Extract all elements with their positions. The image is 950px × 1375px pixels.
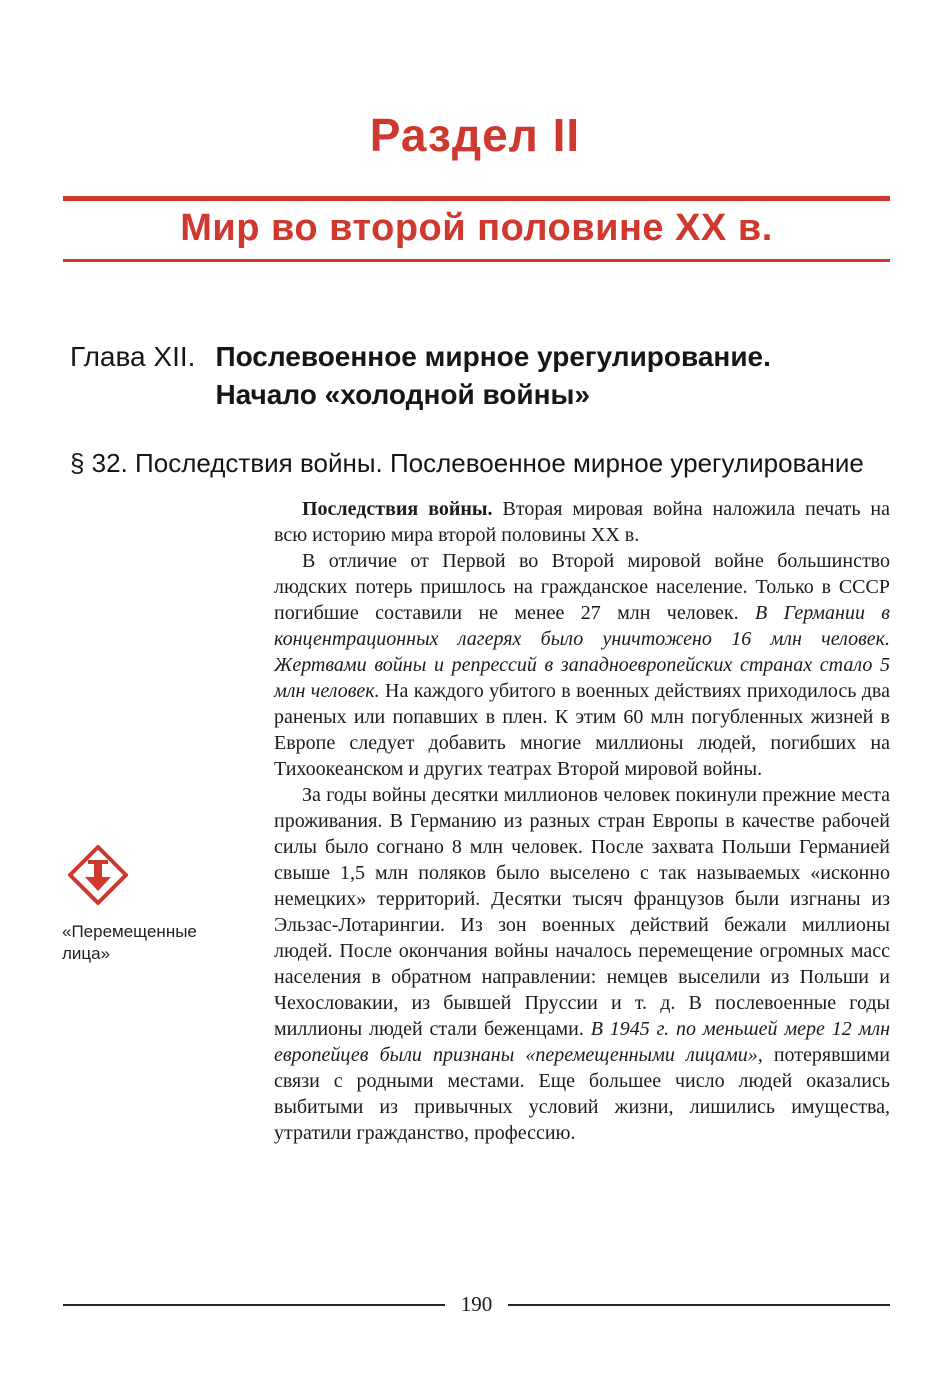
page-number: 190 [460,1292,493,1316]
chapter-label: Глава XII. [70,341,196,372]
chapter-heading [70,338,895,414]
footer-rule-left [63,1304,445,1306]
chapter-title [215,338,770,414]
displaced-persons-icon [68,845,128,905]
margin-figure-caption: «Перемещенные лица» [62,922,197,963]
section-banner [63,196,890,262]
chapter-title-line1: Послевоенное мирное урегулирование. [215,341,771,372]
section-banner-title: Мир во второй половине XX в. [63,201,890,262]
footer-rule-right [508,1304,890,1306]
paragraph: Последствия войны. Вторая мировая война наложила печать на всю историю мира второй половины XX в. [274,498,890,546]
margin-figure [62,845,247,965]
chapter-title-line2: Начало «холодной войны» [215,379,591,410]
paragraph: В отличие от Первой во Второй мировой войне большинство людских потерь пришлось на гражданское население. Только в СССР погибшие составили не менее 27 млн человек. В Германии в концентрационных лагерях было уничтожено 16 млн человек. Жертвами войны и репрессий в западноевропейских странах стало 5 млн человек. На каждого убитого в военных действиях приходилось два раненых или попавших в плен. К этим 60 млн погубленных жизней в Европе следует добавить многие миллионы людей, погибших на Тихоокеанском и других театрах Второй мировой войны. [274,550,890,780]
paragraph: За годы войны десятки миллионов человек покинули прежние места проживания. В Германию из разных стран Европы в качестве рабочей силы было согнано 8 млн человек. После захвата Польши Германией свыше 1,5 млн поляков было выселено с так называемых «исконно немецких» территорий. Десятки тысяч французов были изгнаны из Эльзас-Лотарингии. Из зон военных действий бежали миллионы людей. После окончания войны началось перемещение огромных масс населения в обратном направлении: немцев выселили из Польши и Чехословакии, из бывшей Пруссии и т. д. В послевоенные годы миллионы людей стали беженцами. В 1945 г. по меньшей мере 12 млн европейцев были признаны «перемещенными лицами», потерявшими связи с родными местами. Еще большее число людей оказались выбитыми из привычных условий жизни, лишились имущества, утратили гражданство, профессию. [274,784,890,1144]
body-text [274,496,890,1146]
section-title: Раздел II [369,109,581,161]
paragraph-heading: § 32. Последствия войны. Послевоенное мирное урегулирование [70,448,864,478]
page-footer [63,1292,890,1317]
